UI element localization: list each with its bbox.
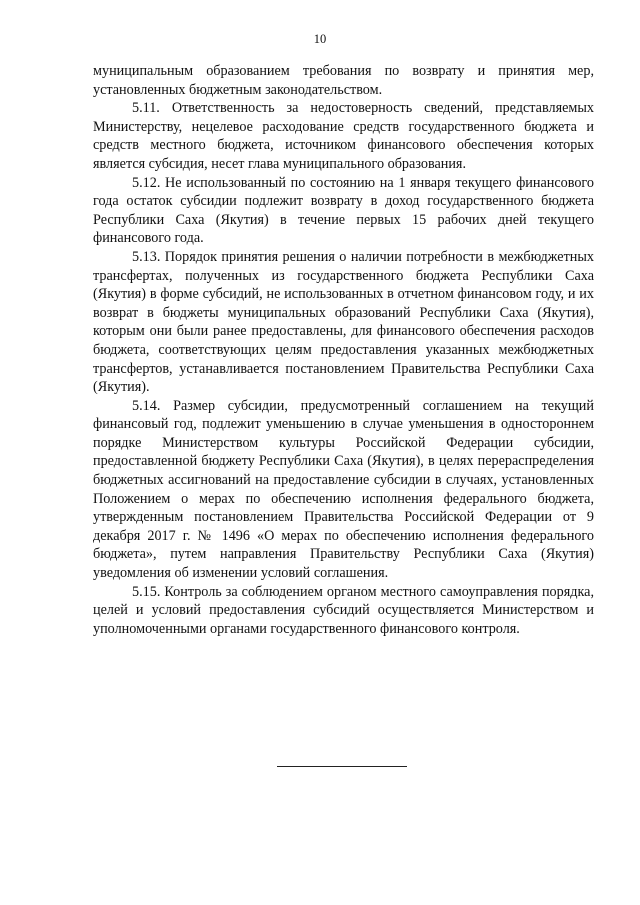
paragraph-5-11 (93, 99, 594, 173)
paragraph-5-13 (93, 248, 594, 397)
paragraph-5-14 (93, 397, 594, 583)
paragraph-number: 5.13. (132, 248, 161, 265)
paragraph-number: 5.15. (132, 583, 161, 600)
paragraph-text: Контроль за соблюдением органом местного самоуправления порядка, целей и условий предоставления субсидий осуществляется Министерством и уполномоченными органами государственного финансового контроля. (93, 583, 594, 637)
paragraph-continuation (93, 62, 594, 99)
paragraph-text: Не использованный по состоянию на 1 января текущего финансового года остаток субсидии подлежит возврату в доход государственного бюджета Республики Саха (Якутия) в течение первых 15 рабочих дней текущего финансового года. (93, 174, 594, 247)
paragraph-number: 5.14. (132, 397, 161, 414)
paragraph-text: Размер субсидии, предусмотренный соглашением на текущий финансовый год, подлежит уменьшению в случае уменьшения в одностороннем порядке Министерством культуры Российской Федерации субсидии, предоставленной бюджету Республики Саха (Якутия), в целях перераспределения бюджетных ассигнований на предоставление субсидии в случаях, установленных Положением о мерах по обеспечению исполнения федерального бюджета, утвержденным постановлением Правительства Российской Федерации от 9 декабря 2017 г. № 1496 «О мерах по обеспечению исполнения федерального бюджета», путем направления Правительству Республики Саха (Якутия) уведомления об изменении условий соглашения. (93, 397, 594, 582)
paragraph-text: Ответственность за недостоверность сведений, представляемых Министерству, нецелевое расходование средств государственного бюджета и средств местного бюджета, источником финансового обеспечения которых является субсидия, несет глава муниципального образования. (93, 100, 594, 172)
end-divider-line (277, 766, 407, 767)
document-body (93, 62, 594, 638)
paragraph-number: 5.12. (132, 174, 161, 191)
paragraph-text: Порядок принятия решения о наличии потребности в межбюджетных трансфертах, полученных из государственного бюджета Республики Саха (Якутия) в форме субсидий, не использованных в отчетном финансовом году, и их возврат в бюджеты муниципальных образований Республики Саха (Якутия), которым они были ранее предоставлены, для финансового обеспечения расходов бюджета, соответствующих целям предоставления указанных межбюджетных трансфертов, устанавливается постановлением Правительства Республики Саха (Якутия). (93, 248, 594, 396)
paragraph-number: 5.11. (132, 100, 160, 117)
paragraph-text: муниципальным образованием требования по возврату и принятия мер, установленных бюджетным законодательством. (93, 63, 594, 98)
paragraph-5-12 (93, 174, 594, 248)
paragraph-5-15 (93, 583, 594, 639)
page-number: 10 (313, 32, 327, 46)
